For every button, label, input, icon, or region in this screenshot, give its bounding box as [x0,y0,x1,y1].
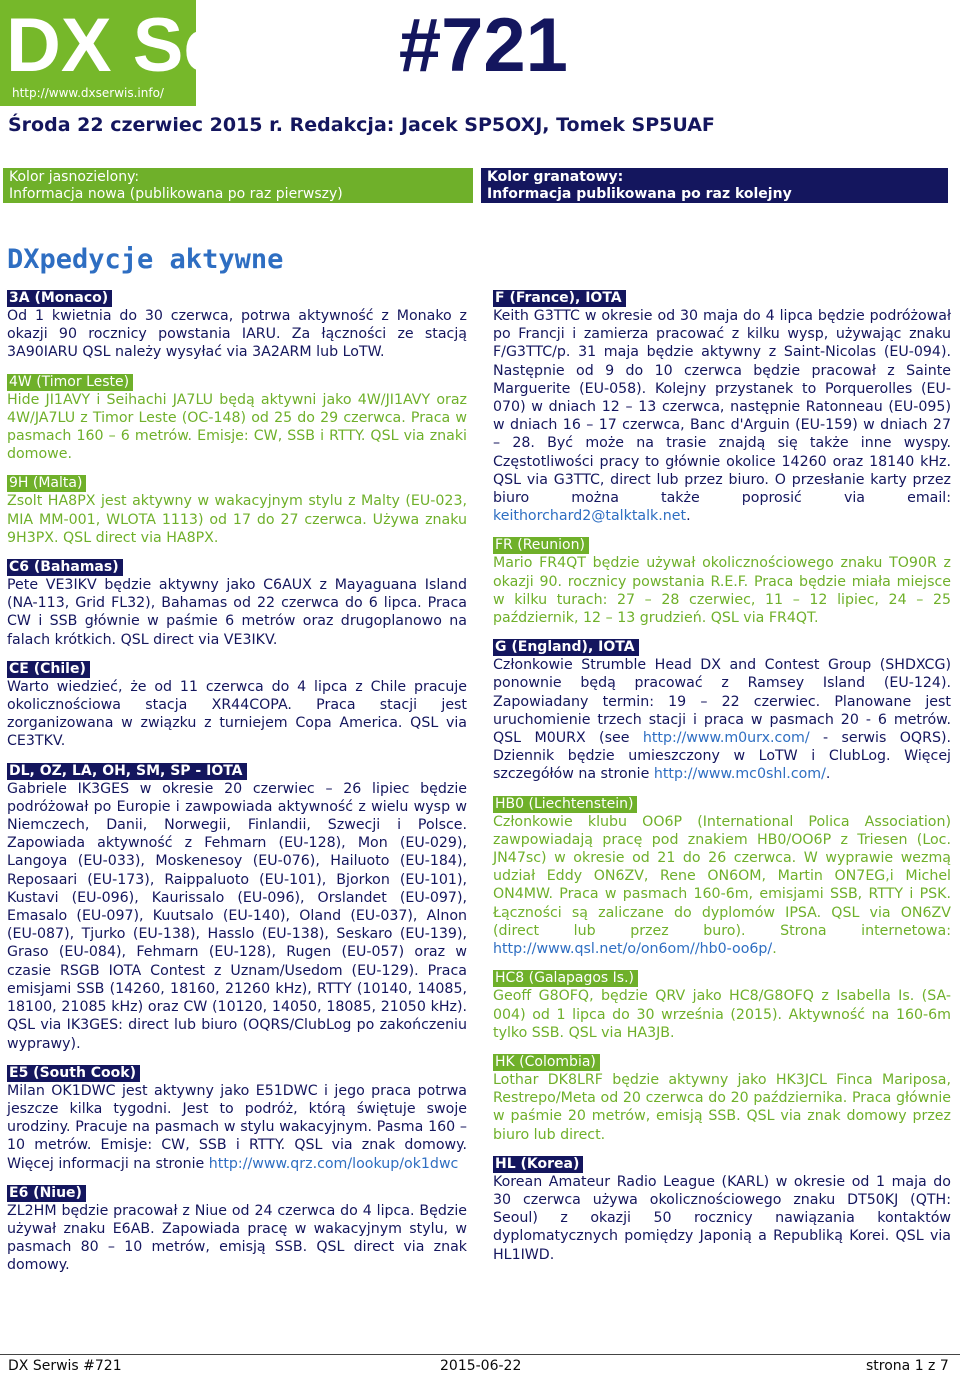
dx-entry [493,1153,951,1264]
entry-title: CE (Chile) [7,661,90,678]
legend-repeat-desc: Informacja publikowana po raz kolejny [487,186,792,202]
entry-text [7,391,467,464]
entry-title: E6 (Niue) [7,1185,86,1202]
entry-title: 4W (Timor Leste) [7,374,133,391]
entry-text [7,1202,467,1275]
entry-title: F (France), IOTA [493,290,626,307]
entry-body: Członkowie klubu OO6P (International Polica Association) zawpowiadają pracę pod znakiem HB0/OO6P z Triesen (Loc. JN47sc) w okresie od 21 do 26 czerwca. W wyprawie wezmą udział Eddy ON6ZV, Rene ON6OM, Martin ON7EG,i Michel ON4MW. Praca w pasmach 160-6m, emisjami SSB, RTTY i PSK. Łączności są zaliczane do dyplomów IPSA. QSL via ON6ZV (direct lub przez buro). Strona internetowa: [493,813,951,939]
entry-body-cont: . [825,766,831,783]
entry-text [493,307,951,525]
entry-text [493,813,951,959]
newsletter-title: DX Serwis #721 [6,3,568,88]
entry-body: Członkowie Strumble Head DX and Contest Group (SHDXCG) ponownie będą pracować z Ramsey Island (EU-124). Zapowiadany termin: 19 – 22 czerwiec. Planowane jest uruchomienie trzech stacji i praca w pasmach 20 - 6 metrów. QSL M0URX (see [493,657,951,747]
entry-body: Pete VE3IKV będzie aktywny jako C6AUX z Mayaguana Island (NA-113, Grid FL32), Bahamas od 22 czerwca do 6 lipca. Praca CW i SSB głównie w paśmie 6 metrów oraz drugoplanowo na falach krótkich. QSL direct via VE3IKV. [7,577,467,648]
entry-body: Zsolt HA8PX jest aktywny w wakacyjnym stylu z Malty (EU-023, MIA MM-001, WLOTA 1113) od 17 do 27 czerwca. Używa znaku 9H3PX. QSL direct via HA8PX. [7,493,467,546]
entry-link[interactable]: http://www.m0urx.com/ [642,730,810,747]
entry-title: 9H (Malta) [7,475,86,492]
entry-text [493,656,951,783]
entry-text [7,307,467,362]
entry-body: Od 1 kwietnia do 30 czerwca, potrwa aktywność z Monako z okazji 90 rocznicy powstania IARU. Za łączności ze stacją 3A90IARU QSL należy wysyłać via 3A2ARM lub LoTW. [7,308,467,361]
entry-body: Geoff G8OFQ, będzie QRV jako HC8/G8OFQ z Isabella Is. (SA-004) od 1 lipca do 30 września (2015). Aktywność na 160-6m tylko SSB. QSL via HA3JB. [493,988,951,1041]
dx-entry [493,793,951,959]
date-editors-line: Środa 22 czerwiec 2015 r. Redakcja: Jacek SP5OXJ, Tomek SP5UAF [8,114,715,136]
entry-body: Warto wiedzieć, że od 11 czerwca do 4 lipca z Chile pracuje okolicznościowa stacja XR44COPA. Praca stacji jest zorganizowana w związku z turniejem Copa America. QSL via CE3TKV. [7,678,467,750]
entry-body: Gabriele IK3GES w okresie 20 czerwiec – 26 lipiec będzie podróżował po Europie i zawpowiada aktywność z wielu wysp w Niemczech, Danii, Norwegii, Finlandii, Szwecji i Polsce. Zapowiada aktywność z Fehmarn (EU-128), Mon (EU-029), Langoya (EU-033), Moskenesoy (EU-076), Hailuoto (EU-184), Reposaari (EU-173), Raippaluoto (EU-101), Bjorkon (EU-101), Kustavi (EU-096), Kaurissalo (EU-096), Orslandet (EU-097), Emasalo (EU-097), Kuutsalo (EU-140), Oland (EU-037), Alnon (EU-087), Tjurko (EU-138), Hasslo (EU-138), Seskaro (EU-139), Graso (EU-084), Fehmarn (EU-128), Rugen (EU-057) oraz w czasie RSGB IOTA Contest z Uznam/Usedom (EU-129). Praca emisjami SSB (14260, 18160, 21260 kHz), RTTY (10140, 14085, 18100, 21085 kHz) oraz CW (10120, 14050, 18085, 21050 kHz). QSL via IK3GES: direct lub biuro (OQRS/ClubLog po zakończeniu wyprawy). [7,780,467,1052]
page-footer [0,1354,960,1378]
entry-body-cont: - serwis OQRS). Dziennik będzie umieszczony w LoTW i ClubLog. Więcej szczegółów na stronie [493,730,951,783]
dx-entry [7,658,467,751]
entry-text [493,987,951,1042]
website-url[interactable]: http://www.dxserwis.info/ [12,86,164,100]
entry-title: E5 (South Cook) [7,1065,140,1082]
entry-body: Milan OK1DWC jest aktywny jako E51DWC i jego praca potrwa jeszcze kilka tygodni. Jest to podróż, którą świętuje swoje urodziny. Pracuje na pasmach w stylu wakacyjnym. Pasma 160 – 10 metrów. Emisje: CW, SSB i RTTY. QSL via znak domowy. Więcej informacji na stronie [7,1082,467,1172]
dx-entry [7,1182,467,1275]
dx-entry [493,967,951,1042]
dx-entry [7,371,467,464]
entry-body-cont: . [686,508,691,525]
footer-date: 2015-06-22 [440,1358,522,1374]
footer-issue: DX Serwis #721 [8,1358,122,1374]
entry-body: Keith G3TTC w okresie od 30 maja do 4 lipca będzie podróżował po Francji i zamierza pracować z kilku wysp, używając znaku F/G3TTC/p. 31 maja będzie aktywny z Saint-Nicolas (EU-094). Następnie od 9 do 10 czerwca będzie pracował z Sainte Marguerite (EU-058). Kolejny przystanek to Porquerolles (EU-070) w dniach 12 – 13 czerwca, następnie Ratonneau (EU-095) w dniach 16 – 17 czerwca, Banc d'Arguin (EU-159) w dniach 27 – 28. Być może na trasie znajdą się także inne wyspy. Częstotliwości pracy to głównie okolice 14260 oraz 18140 kHz. QSL via G3TTC, direct lub przez biuro. O przesłanie karty przez biuro można także poprosić via email: [493,308,951,507]
left-column [7,287,467,1284]
entry-text [7,576,467,649]
entry-body: Hide JI1AVY i Seihachi JA7LU będą aktywni jako 4W/JI1AVY oraz 4W/JA7LU z Timor Leste (OC-148) od 25 do 29 czerwca. Praca w pasmach 160 – 6 metrów. Emisje: CW, SSB i RTTY. QSL via znaki domowe. [7,391,467,463]
dx-entry [7,287,467,362]
entry-body-cont: . [772,941,777,958]
dx-entry [493,1051,951,1144]
legend-repeat-info [481,168,948,203]
dx-entry [7,760,467,1053]
entry-body: Mario FR4QT będzie używał okolicznościowego znaku TO90R z okazji 90. rocznicy powstania R.E.F. Praca będzie miała miejsce w kilku turach: 27 – 28 czerwiec, 11 – 12 lipiec, 24 – 25 październik, 12 – 13 grudzień. QSL via FR4QT. [493,555,951,627]
entry-title: DL, OZ, LA, OH, SM, SP - IOTA [7,763,247,780]
dx-entry [7,556,467,649]
entry-title: HL (Korea) [493,1156,583,1173]
dx-entry [7,472,467,547]
entry-title: C6 (Bahamas) [7,559,123,576]
entry-text [493,1173,951,1264]
legend-repeat-title: Kolor granatowy: [487,169,624,185]
footer-page-number: strona 1 z 7 [866,1358,949,1374]
entry-title: G (England), IOTA [493,639,639,656]
entry-link[interactable]: http://www.mc0shl.com/ [653,766,826,783]
entry-title: HK (Colombia) [493,1054,600,1071]
dx-entry [493,534,951,627]
entry-body: ZL2HM będzie pracował z Niue od 24 czerwca do 4 lipca. Będzie używał znaku E6AB. Zapowiada pracę w wakacyjnym stylu, w pasmach 80 – 10 metrów, emisją SSB. QSL direct via znak domowy. [7,1202,467,1274]
legend-new-info [3,168,473,203]
entry-body: Korean Amateur Radio League (KARL) w okresie od 1 maja do 30 czerwca używa okolicznościowego znaku DT50KJ (QTH: Seoul) z okazji 50 rocznicy nawiązania kontaktów dyplomatycznych pomiędzy Japonią a Republiką Korei. QSL via HL1IWD. [493,1173,951,1263]
entry-link[interactable]: http://www.qrz.com/lookup/ok1dwc [208,1155,459,1172]
entry-link[interactable]: keithorchard2@talktalk.net [493,508,687,525]
dx-entry [493,287,951,525]
dx-entry [7,1062,467,1173]
right-column [493,287,951,1273]
entry-title: HC8 (Galapagos Is.) [493,970,638,987]
dx-entry [493,636,951,783]
entry-text [7,780,467,1053]
entry-title: 3A (Monaco) [7,290,112,307]
entry-text [493,554,951,627]
section-heading: DXpedycje aktywne [7,244,284,275]
entry-title: HB0 (Liechtenstein) [493,796,637,813]
entry-text [7,678,467,751]
legend-new-title: Kolor jasnozielony: [9,169,140,185]
entry-text [7,492,467,547]
entry-text [7,1082,467,1173]
entry-text [493,1071,951,1144]
footer-divider [0,1354,960,1355]
legend-new-desc: Informacja nowa (publikowana po raz pierwszy) [9,186,343,202]
entry-link[interactable]: http://www.qsl.net/o/on6om//hb0-oo6p/ [493,941,773,958]
entry-title: FR (Reunion) [493,537,589,554]
entry-body: Lothar DK8LRF będzie aktywny jako HK3JCL Finca Mariposa, Restrepo/Meta od 20 czerwca do 20 października. Praca głównie w paśmie 20 metrów, emisją SSB. QSL via znak domowy przez biuro lub direct. [493,1071,951,1143]
